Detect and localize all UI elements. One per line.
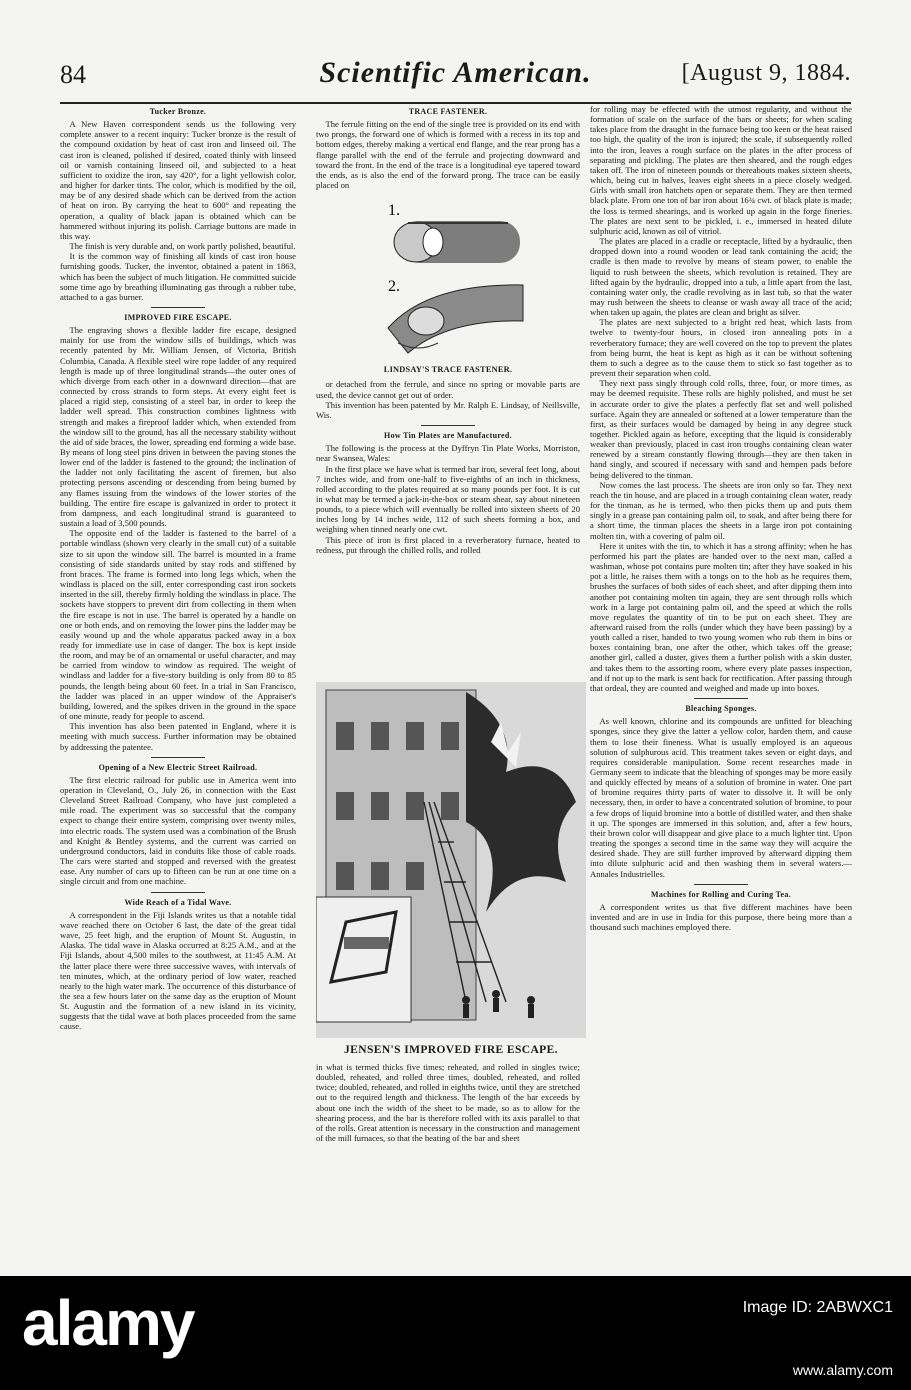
page-number: 84 — [60, 60, 86, 89]
paragraph: Now comes the last process. The sheets are iron only so far. They next reach the tin house, and are placed in a trough containing clean water, ready for the tinman, as he is termed, who then picks them up and puts them singly in a grease pan containing palm oil, to soak, and after being there for a short time, the tinman places the sheets in a large iron pot containing molten tin, with a covering of palm oil. — [590, 479, 852, 541]
paragraph: A New Haven correspondent sends us the following very complete answer to a recent inquiry: Tucker bronze is the result of the compound oxidation by heat of cast iron and linseed oil. The cast iron is cleaned, polished if desired, coated thinly with linseed oil or varnish containing linseed oil, and subjected to a heat sufficient to oxidize the iron, say 420°, for a light yellowish color, and higher for darker tints. The color, which is modified by the oil, may be of any desired shade which can be derived from the action of heat on iron. By carrying the heat to 600° and repeating the operation, a quality of black japan is obtained which can be hammered without injuring its polish. Carriage buttons are made in this way. — [60, 119, 296, 241]
heading-tea-machines: Machines for Rolling and Curing Tea. — [650, 889, 791, 899]
paragraph: or detached from the ferrule, and since no spring or movable parts are used, the device cannot get out of order. — [316, 379, 580, 400]
section-divider — [421, 425, 475, 427]
section-divider — [694, 884, 748, 886]
paragraph: This invention has also been patented in England, where it is meeting with much success. Further information may be obtained by addressing the patentee. — [60, 721, 296, 752]
stock-watermark-bar — [0, 1276, 911, 1390]
paragraph: Here it unites with the tin, to which it has a strong affinity; when he has performed his part the plates are handed over to the next man, called a washman, whose pot contains pure molten tin; after they have soaked in his pot a little, he raises them with a tongs on to the hob as he requires them, brushes the surfaces of both sides of each sheet, and after dipping them into another pot containing molten tin again, they are sent through rolls which work in a large pot containing palm oil, and the speed at which the rolls move regulates the quantity of tin to be put on each sheet. They are afterward raised from the rolls (under which they have been passing) by a youth called a riser, handed to two young women who rub them in bins or boxes containing bran, one after the other, which takes off the grease; another girl, called a duster, gives them a further polish with a skin duster, and takes them to the assorting room, where every plate passes inspection, and if not up to the mark is sent back for rectification. After passing through that ordeal, they are counted and weighed and made up into boxes. — [590, 540, 852, 693]
image-id: Image ID: 2ABWXC1 — [742, 1299, 893, 1316]
paragraph: This invention has been patented by Mr. Ralph E. Lindsay, of Neillsville, Wis. — [316, 399, 580, 420]
paragraph: The plates are placed in a cradle or receptacle, lifted by a hydraulic, then dropped down into a round wooden or lead tank containing the acid; the cradle is then made to revolve by means of steam power, to enable the liquid to rush between the sheets, which revolution is retained. They are lifted again by the hydraulic, dropped into a tub, a little apart from the last, containing water only, the cradle revolving as in last tub, so that the water may rush between the sheets to cleanse or wash away all trace of the acid; when taken up again, the plates are clean and bright as silver. — [590, 236, 852, 318]
paragraph: The opposite end of the ladder is fastened to the barrel of a portable windlass (shown very clearly in the small cut) of a suitable size to sit upon the window sill. The barrel is mounted in a frame consisting of side standards united by stay rods and stiffened by front braces. The frame is formed into long legs which, when the windlass is placed on the sill, enter corresponding cast iron sockets inserted in the sill, thereby firmly holding the windlass in place. The sockets have stoppers to prevent dirt from collecting in them when the fire escape is not in use. The barrel is operated by a handle on one or both ends, and on removing the lower pins the ladder may be easily wound up and the whole apparatus packed away in a box ready for immediate use in case of danger. The box is kept inside the room, and may be of an ornamental or useful character, and may be carried from window to window as required. The weight of windlass and ladder for a five-story building is only from 80 to 85 pounds, the length being about 60 feet. In a trial in San Francisco, the ladder was placed in an upper window of the Appraiser's building, lowered, and the spikes driven in the ground in the space of one minute, ready for people to ascend. — [60, 528, 296, 722]
heading-electric-railroad: Opening of a New Electric Street Railroad. — [98, 762, 258, 772]
heading-tucker-bronze: Tucker Bronze. — [149, 107, 207, 116]
eye-shape — [423, 228, 443, 256]
page-header — [60, 56, 851, 104]
loop-shape — [408, 307, 444, 335]
paragraph: in what is termed thicks five times; reheated, and rolled in singles twice; doubled, reheated, and rolled three times, doubled, reheated, and rolled twice; doubled, reheated, and rolled in eighths twice, until they are stretched out to the required length and thickness. The length of the bar exceeds by about one inch the width of the sheet to be made, so as to allow for the shearing process, and the bar is therefore rolled with its axis parallel to that of the rolls. Great attention is necessary in the construction and management of the mill furnaces, so that the heating of the bar and sheet — [316, 1062, 580, 1144]
paragraph: They next pass singly through cold rolls, three, four, or more times, as may be deemed requisite. These rolls are highly polished, and must be set in accurate order to give the plates a perfectly flat set and well polished surface. Again they are annealed or softened at a lower temperature than the first, as their surfaces would be damaged by being in any degree stuck together. Pickled again as before, excepting that the liquid is considerably weaker than previously, placed in cast iron troughs containing clean water renewed by a stream constantly flowing through—they are then taken in hand singly, and scoured if necessary with sand and hempen pads before being delivered to the tinman. — [590, 378, 852, 480]
section-divider — [151, 757, 205, 759]
heading-tin-plates: How Tin Plates are Manufactured. — [384, 431, 512, 441]
masthead: Scientific American. — [319, 56, 592, 89]
paragraph: The ferrule fitting on the end of the single tree is provided on its end with two prongs, the forward one of which is formed with a recess in its top and bottom edges, thereby making a vertical end flange, and the rear prong has a flange parallel with the end of the ferrule and projecting downward and toward the front. In the end of the trace is a longitudinal eye tapered toward the ends, as is also the end of the forward prong. The trace can be easily placed on — [316, 119, 580, 191]
trace-fastener-illustration — [358, 193, 538, 363]
alamy-logo: alamy — [22, 1287, 194, 1359]
column-3 — [590, 104, 852, 932]
column-1 — [60, 104, 296, 1032]
paragraph: The first electric railroad for public use in America went into operation in Cleveland, O., July 26, in connection with the East Cleveland Street Railroad Company, who have just completed a mile road. The experiment was so successful that the company expect to change their entire system, comprising over twenty miles, into electric roads. The system used was a combination of the Brush and Knight & Bentley systems, and the current was carried on underground conductors, laid in conduits like those of cable roads. The cars were started and stopped and reversed with the greatest ease. Any number of cars up to fifteen can be run at one time on a single circuit and from one machine. — [60, 774, 296, 887]
trace-fastener-caption: LINDSAY'S TRACE FASTENER. — [383, 365, 513, 375]
heading-bleaching-sponges: Bleaching Sponges. — [685, 704, 757, 714]
paragraph: As well known, chlorine and its compounds are unfitted for bleaching sponges, since they give the latter a yellow color, harden them, and cause them to lose their fineness. What is usually employed is an aqueous solution of sulphurous acid. This treatment takes seven or eight days, and requires considerable manipulation. Some recent researches made in Germany seem to indicate that the bleaching of sponges may be more easily and quickly effected by means of a solution of bromine in water. One part of bromine requires thirty parts of water to dissolve it. It will be only necessary, then, in order to have a concentrated solution of bromine, to pour a few drops of liquid bromine into a bottle of distilled water, and then shake it up. The sponges are immersed in this solution, and, after a few hours, their brown color will disappear and give place to a much lighter tint. Upon treating the sponges a second time in the same way they will acquire the desired shade. They are still further improved by afterward dipping them into dilute sulphuric acid and then washing them in several waters.—Annales Industrielles. — [590, 716, 852, 879]
paragraph: This piece of iron is first placed in a reverberatory furnace, heated to redness, put through the chilled rolls, and rolled — [316, 534, 580, 555]
paragraph: A correspondent writes us that five different machines have been invented and are in use in India for this purpose, there being more than a thousand such machines employed there. — [590, 901, 852, 933]
paragraph: The finish is very durable and, on work partly polished, beautiful. — [69, 241, 296, 252]
figure-label-2: 2. — [388, 278, 400, 296]
windlass-barrel — [344, 937, 389, 949]
column-2-continued — [316, 1062, 580, 1143]
paragraph: The engraving shows a flexible ladder fire escape, designed mainly for use from the window sills of buildings, which was recently patented by Mr. William Jensen, of Victoria, British Columbia, Canada. A flexible steel wire rope ladder of any required length is made up of three longitudinal strands—the outer ones of which diverge from each other in a downward direction—that are connected by cross strands to form steps. At every eight feet is placed a rigid step, consisting of a steel bar, in order to keep the ladder well spread. This construction combines lightness with strength and makes a fireproof ladder which, when extended from the window sill to the ground, has all the necessary stability without the aid of side braces, the lower, spreading end forming a wide base. By means of long steel pins driven in between the paving stones the lower end of the ladder is fastened to the ground; the inclination of the ladder not only facilitating the ascent of firemen, but also protecting persons ascending or descending from being burned by any flames issuing from the windows of the lower stories of the building. The entire fire escape is galvanized in order to protect it from dampness, and each longitudinal strand is guaranteed to sustain a load of 3,500 pounds. — [60, 325, 296, 529]
heading-fire-escape: IMPROVED FIRE ESCAPE. — [124, 312, 232, 322]
watermark-url: www.alamy.com — [792, 1362, 893, 1378]
fire-escape-engraving — [316, 682, 586, 1038]
heading-tidal-wave: Wide Reach of a Tidal Wave. — [124, 897, 232, 907]
paragraph: A correspondent in the Fiji Islands writes us that a notable tidal wave reached there on October 6 last, the date of the great tidal wave, 25 feet high, and the eruption of Mount St. Augustin, in Alaska. The tidal wave in Alaska occurred at 8:25 A.M., and at the Fiji Islands, about 4,500 miles to the southwest, at 11:45 A.M. At the latter place there were three successive waves, with intervals of ten minutes, which, at the ordinary period of low water, reached nearly to the high water mark. The occurrence of this disturbance of the sea a few hours later on the same day as the eruption of Mount St. Augustin and the formation of a new island in its vicinity, suggests that the tidal wave at both places proceeded from the same cause. — [60, 909, 296, 1032]
fire-escape-caption: JENSEN'S IMPROVED FIRE ESCAPE. — [344, 1044, 558, 1056]
paragraph: for rolling may be effected with the utmost regularity, and without the formation of scale on the surface of the bars or sheets; for when scaling takes place from the draught in the furnace being too keen or the heat raised too high, the quality of the iron is injured; the scale, if subsequently rolled into the iron, leaves a rough surface on the plates in the after process of separating and pickling. The plates are then sheared, and the rough edges taken off. The iron of nineteen pounds or thereabouts makes sixteen sheets, which, being cut in halves, leaves eight sheets in a piece closely wedged. Girls with small iron hatchets open or separate them. They are then termed black plate. From one ton of bar iron about 16¾ cwt. of black plate is made; the loss is termed shearings, and is worked up again in the forge fineries. The plates are next sent to be pickled, i. e., immersed in heated dilute sulphuric acid, known as oil of vitriol. — [590, 104, 852, 236]
paragraph: The following is the process at the Dyffryn Tin Plate Works, Morriston, near Swansea, Wales: — [316, 443, 580, 464]
paragraph: The plates are next subjected to a bright red heat, which lasts from twelve to twenty-four hours, in closed iron annealing pots in a reverberatory furnace; they are well covered on the top to prevent the plates from being burnt, the heat is kept as high as it can be without softening them to such a degree as to the cause them to stick so fast together as to prevent their separation when cold. — [590, 317, 852, 379]
issue-date: [August 9, 1884. — [681, 60, 851, 86]
heading-trace-fastener: TRACE FASTENER. — [408, 107, 488, 116]
column-2 — [316, 104, 580, 555]
paragraph: In the first place we have what is termed bar iron, several feet long, about 7 inches wide, and from one-half to five-eighths of an inch in thickness, rolled according to the plates required at so many pounds per foot. It is cut in what may be termed a jack-in-the-box or steam shear, say about nineteen pounds, to a piece which will eventually be rolled into sixteen sheets of 20 inches long by 14 inches wide, 112 of such sheets forming a box, and weighing when tinned nearly one cwt. — [316, 463, 580, 535]
paragraph: It is the common way of finishing all kinds of cast iron house furnishing goods. Tucker, the inventor, obtained a patent in 1863, which has been the subject of much litigation. He committed suicide some time ago by breathing illuminating gas through a rubber tube, attached to a gas burner. — [60, 251, 296, 302]
figure-label-1: 1. — [388, 202, 400, 220]
section-divider — [151, 892, 205, 894]
section-divider — [151, 307, 205, 309]
section-divider — [694, 698, 748, 700]
